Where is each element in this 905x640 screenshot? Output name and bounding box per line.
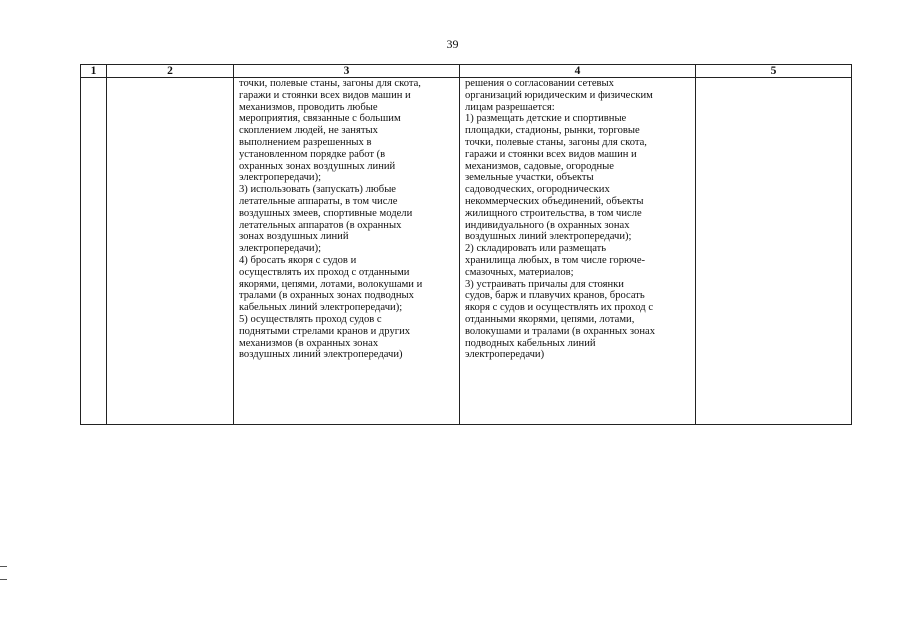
- margin-mark: [0, 566, 7, 567]
- regulation-table: [80, 64, 852, 425]
- cell-col-1: [81, 78, 107, 425]
- table-row: [81, 78, 852, 425]
- cell-col-2: [107, 78, 234, 425]
- margin-mark: [0, 579, 7, 580]
- column-header-4: 4: [460, 65, 696, 78]
- table-header-row: [81, 65, 852, 78]
- column-header-1: 1: [81, 65, 107, 78]
- page-number: 39: [446, 37, 459, 51]
- column-header-5: 5: [696, 65, 852, 78]
- column-header-3: 3: [234, 65, 460, 78]
- cell-col-4-permitted-activities: [460, 78, 696, 425]
- cell-col-3-prohibited-activities: [234, 78, 460, 425]
- column-header-2: 2: [107, 65, 234, 78]
- col-4-text: решения о согласовании сетевых организаций юридическим и физическим лицам разрешается: 1) размещать детские и спортивные площадки, стадионы, рынки, торговые точки, полевые станы, загоны для скота, гаражи и стоянки всех видов машин и механизмов, садовые, огородные земельные участки, объекты садоводческих, огороднических некоммерческих объединений, объекты жилищного строительства, в том числе индивидуального (в охранных зонах воздушных линий электропередачи); 2) складировать или размещать хранилища любых, в том числе горюче- смазочных, материалов; 3) устраивать причалы для стоянки судов, барж и плавучих кранов, бросать якоря с судов и осуществлять их проход с отданными якорями, цепями, лотами, волокушами и тралами (в охранных зонах подводных кабельных линий электропередачи): [465, 78, 656, 361]
- cell-col-5: [696, 78, 852, 425]
- col-3-text: точки, полевые станы, загоны для скота, гаражи и стоянки всех видов машин и механизмов, проводить любые мероприятия, связанные с большим скоплением людей, не занятых выполнением разрешенных в установленном порядке работ (в охранных зонах воздушных линий электропередачи); 3) использовать (запускать) любые летательные аппараты, в том числе воздушных змеев, спортивные модели летательных аппаратов (в охранных зонах воздушных линий электропередачи); 4) бросать якоря с судов и осуществлять их проход с отданными якорями, цепями, лотами, волокушами и тралами (в охранных зонах подводных кабельных линий электропередачи); 5) осуществлять проход судов с поднятыми стрелами кранов и других механизмов (в охранных зонах воздушных линий электропередачи): [239, 78, 423, 361]
